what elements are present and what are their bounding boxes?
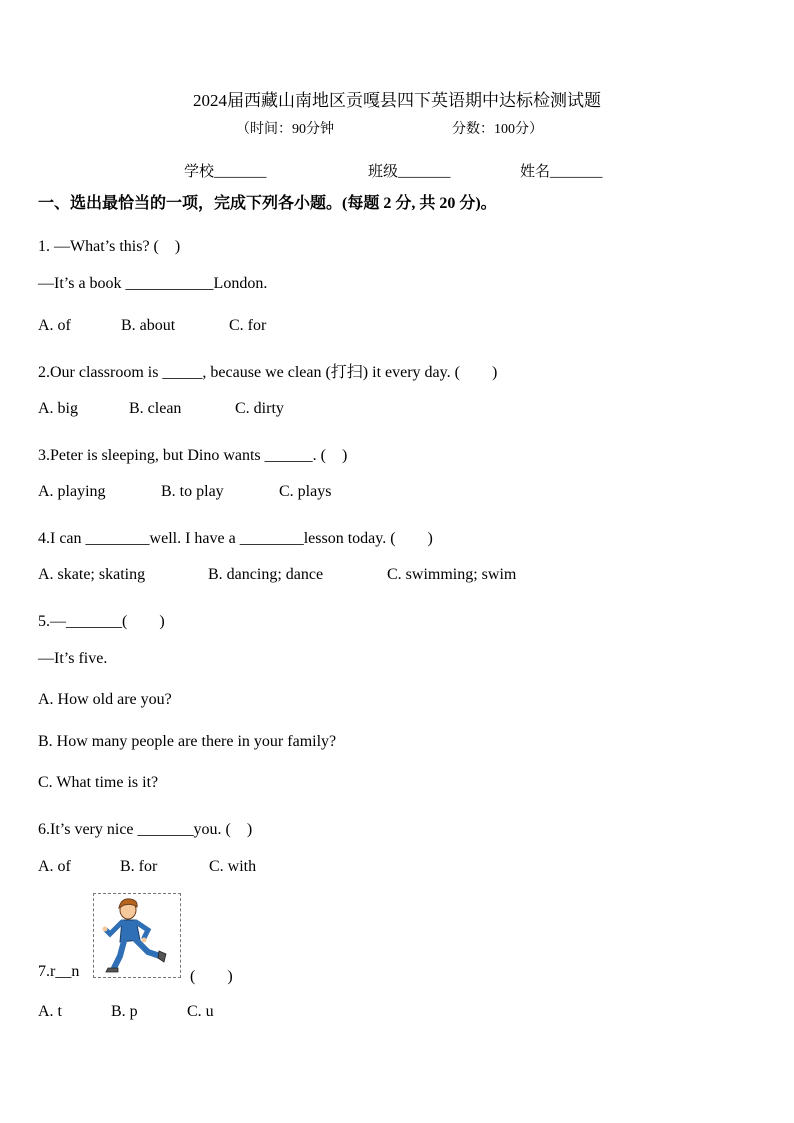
q1-option-b: B. about <box>121 317 176 334</box>
question-1: 1. —What’s this? ( ) <box>38 238 181 255</box>
q6-option-c: C. with <box>209 858 257 875</box>
section-heading: 一、选出最恰当的一项，完成下列各小题。(每题 2 分, 共 20 分)。 <box>38 195 497 212</box>
question-7: 7.r__n <box>38 963 80 980</box>
q5-option-a: A. How old are you? <box>38 691 172 708</box>
question-5: 5.—_______( ) <box>38 613 165 630</box>
q4-option-b: B. dancing; dance <box>208 566 324 583</box>
q2-option-a: A. big <box>38 400 78 417</box>
q7-option-a: A. t <box>38 1003 62 1020</box>
q3-option-a: A. playing <box>38 483 106 500</box>
q6-option-b: B. for <box>120 858 158 875</box>
question-3: 3.Peter is sleeping, but Dino wants ______. ( ) <box>38 447 348 464</box>
q3-option-c: C. plays <box>279 483 332 500</box>
exam-score: 分数：100分） <box>452 122 543 137</box>
question-2: 2.Our classroom is _____, because we clean (打扫) it every day. ( ) <box>38 364 498 381</box>
q2-option-b: B. clean <box>129 400 182 417</box>
q3-option-b: B. to play <box>161 483 224 500</box>
q4-option-a: A. skate; skating <box>38 566 146 583</box>
page-title: 2024届西藏山南地区贡嘎县四下英语期中达标检测试题 <box>193 91 601 110</box>
q7-option-c: C. u <box>187 1003 214 1020</box>
school-field: 学校_______ <box>184 164 267 180</box>
running-boy-image <box>93 893 181 978</box>
question-5-answer-line: —It’s five. <box>38 650 108 667</box>
question-1-answer-line: —It’s a book ___________London. <box>38 275 268 292</box>
name-field: 姓名_______ <box>520 164 603 180</box>
question-4: 4.I can ________well. I have a ________lesson today. ( ) <box>38 530 433 547</box>
q5-option-c: C. What time is it? <box>38 774 159 791</box>
class-field: 班级_______ <box>368 164 451 180</box>
question-6: 6.It’s very nice _______you. ( ) <box>38 821 253 838</box>
q7-option-b: B. p <box>111 1003 138 1020</box>
q1-option-a: A. of <box>38 317 71 334</box>
q7-answer-blank: ( ) <box>190 968 233 985</box>
q1-option-c: C. for <box>229 317 267 334</box>
running-boy-illustration <box>94 894 180 977</box>
exam-time: （时间：90分钟 <box>236 122 334 137</box>
q2-option-c: C. dirty <box>235 400 284 417</box>
q5-option-b: B. How many people are there in your family? <box>38 733 337 750</box>
q6-option-a: A. of <box>38 858 71 875</box>
q4-option-c: C. swimming; swim <box>387 566 517 583</box>
